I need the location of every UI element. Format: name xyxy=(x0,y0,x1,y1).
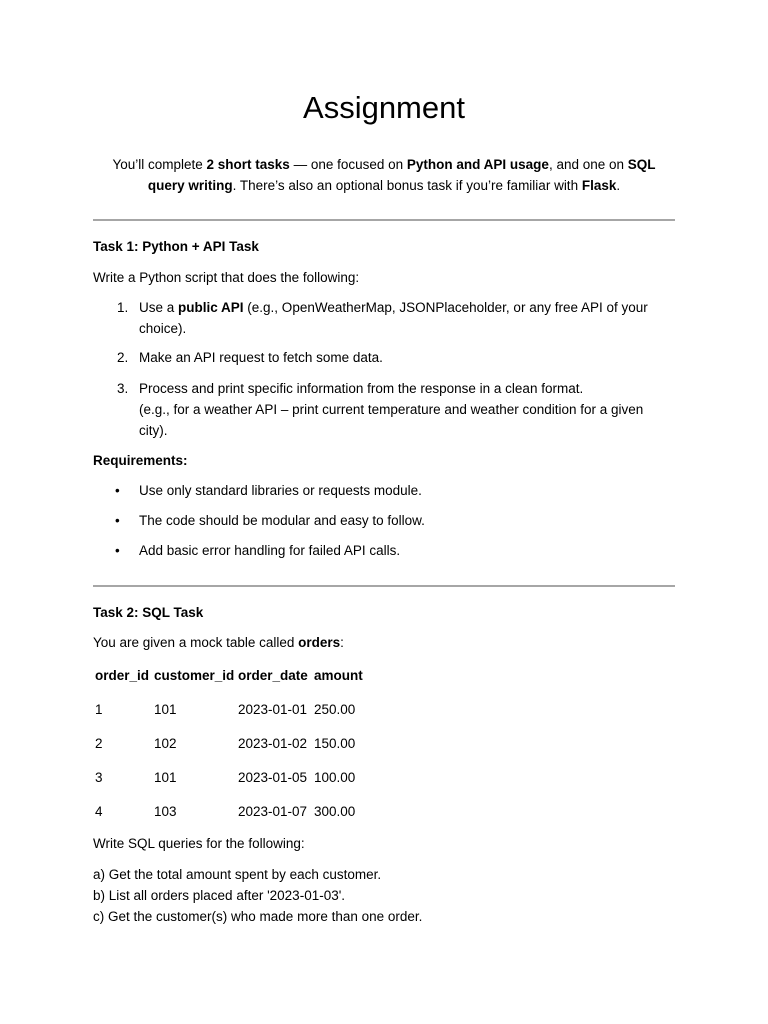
step-number: 1. xyxy=(117,300,129,315)
intro-text-5: . xyxy=(616,178,621,193)
step-text xyxy=(139,378,675,441)
table-cell: 2023-01-07 xyxy=(238,804,308,819)
divider-1 xyxy=(93,219,675,221)
task2-lead-post: : xyxy=(340,635,344,650)
bullet-icon: • xyxy=(115,483,120,498)
intro-bold-sql: SQL query writing xyxy=(147,157,656,193)
step1-post: (e.g., OpenWeatherMap, JSONPlaceholder, or any free API of your choice). xyxy=(139,300,648,336)
requirement-item: The code should be modular and easy to follow. xyxy=(139,513,425,528)
table-cell: 2 xyxy=(95,736,103,751)
step-text: Make an API request to fetch some data. xyxy=(139,350,383,365)
intro-bold-flask: Flask xyxy=(581,178,617,193)
column-header: order_date xyxy=(238,668,308,683)
table-cell: 2023-01-02 xyxy=(238,736,308,751)
intro-text-2: — one focused on xyxy=(289,157,407,172)
requirements-heading: Requirements: xyxy=(93,453,188,468)
table-cell: 300.00 xyxy=(314,804,356,819)
intro-paragraph xyxy=(93,154,675,196)
table-cell: 101 xyxy=(154,702,177,717)
step3-line2: (e.g., for a weather API – print current temperature and weather condition for a given city). xyxy=(139,402,644,438)
query-item: b) List all orders placed after '2023-01-03'. xyxy=(93,888,346,903)
table-cell: 250.00 xyxy=(314,702,356,717)
query-item: a) Get the total amount spent by each customer. xyxy=(93,867,382,882)
task2-heading: Task 2: SQL Task xyxy=(93,605,204,620)
table-cell: 100.00 xyxy=(314,770,356,785)
column-header: order_id xyxy=(95,668,150,683)
intro-bold-python: Python and API usage xyxy=(406,157,549,172)
task2-lead-pre: You are given a mock table called xyxy=(93,635,299,650)
step1-bold: public API xyxy=(178,300,244,315)
table-cell: 103 xyxy=(154,804,177,819)
intro-text-1: You’ll complete xyxy=(112,157,207,172)
divider-2 xyxy=(93,585,675,587)
column-header: amount xyxy=(314,668,363,683)
requirement-item: Use only standard libraries or requests module. xyxy=(139,483,422,498)
query-item: c) Get the customer(s) who made more than one order. xyxy=(93,909,423,924)
task1-lead: Write a Python script that does the following: xyxy=(93,270,360,285)
bullet-icon: • xyxy=(115,513,120,528)
task1-heading: Task 1: Python + API Task xyxy=(93,239,259,254)
step-number: 3. xyxy=(117,381,129,396)
table-cell: 2023-01-01 xyxy=(238,702,308,717)
table-cell: 2023-01-05 xyxy=(238,770,308,785)
task2-lead xyxy=(93,632,675,653)
table-cell: 150.00 xyxy=(314,736,356,751)
page-title: Assignment xyxy=(303,90,465,125)
column-header: customer_id xyxy=(154,668,235,683)
intro-bold-tasks: 2 short tasks xyxy=(206,157,290,172)
step-number: 2. xyxy=(117,350,129,365)
table-cell: 102 xyxy=(154,736,177,751)
requirement-item: Add basic error handling for failed API calls. xyxy=(139,543,401,558)
table-cell: 101 xyxy=(154,770,177,785)
intro-text-3: , and one on xyxy=(548,157,628,172)
bullet-icon: • xyxy=(115,543,120,558)
step-text xyxy=(139,297,675,339)
intro-text-4: . There’s also an optional bonus task if you’re familiar with xyxy=(232,178,582,193)
step1-pre: Use a xyxy=(139,300,179,315)
task2-lead-table-name: orders xyxy=(298,635,341,650)
step3-line1: Process and print specific information from the response in a clean format. xyxy=(139,381,584,396)
table-cell: 3 xyxy=(95,770,103,785)
table-cell: 1 xyxy=(95,702,103,717)
queries-lead: Write SQL queries for the following: xyxy=(93,836,305,851)
table-cell: 4 xyxy=(95,804,103,819)
